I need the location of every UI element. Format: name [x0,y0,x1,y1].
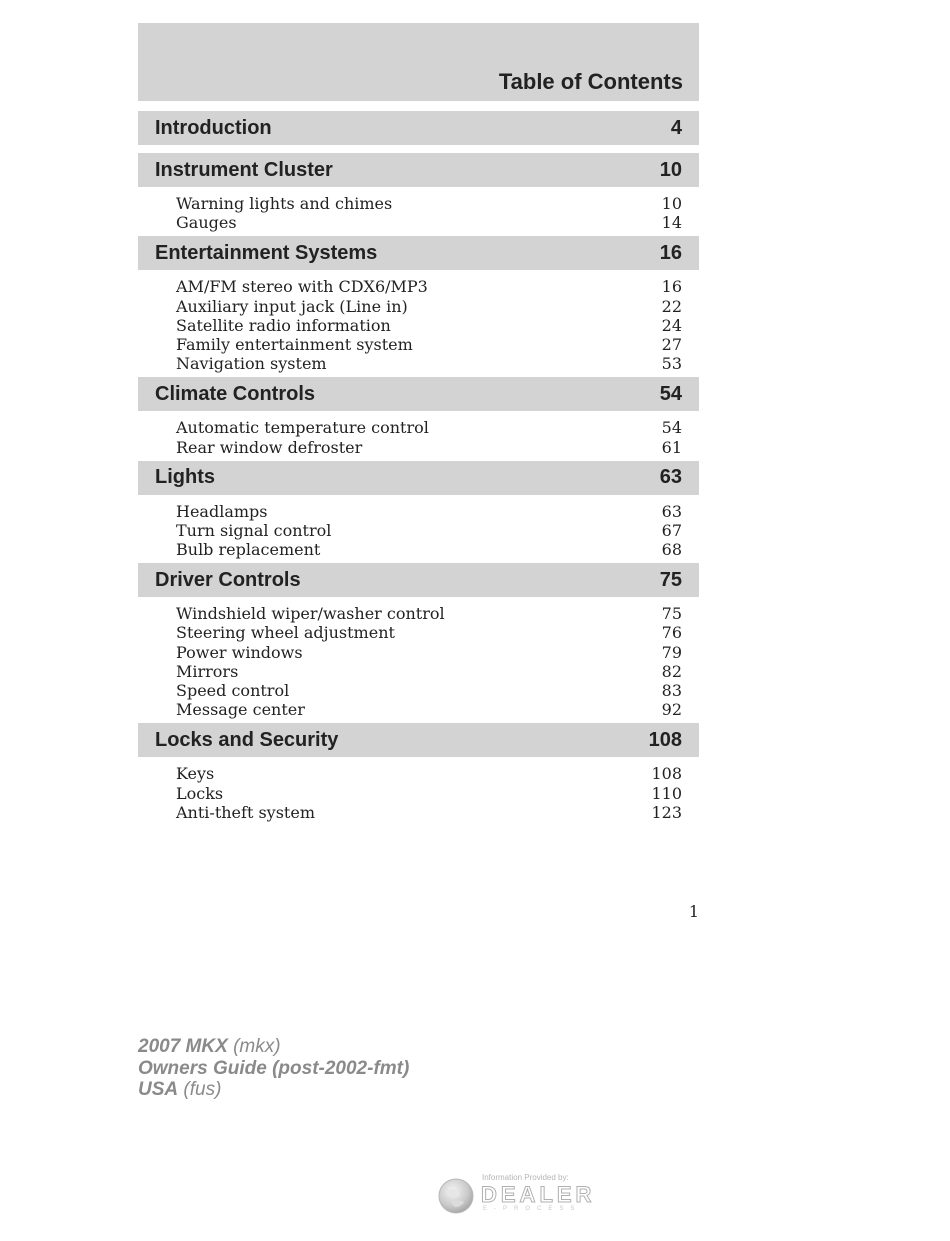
toc-entry[interactable] [138,213,699,232]
toc-title-bar [138,23,699,101]
entry-label: AM/FM stereo with CDX6/MP3 [176,277,428,297]
toc-section-driver-controls [138,563,699,719]
footer-guide: Owners Guide (post-2002-fmt) [138,1057,410,1079]
toc-entry[interactable] [138,354,699,373]
entry-page: 108 [651,764,682,784]
entry-label: Bulb replacement [176,540,321,560]
entry-page: 14 [661,213,682,233]
entry-label: Speed control [176,681,290,700]
entry-page: 92 [661,700,682,720]
toc-section-locks-and-security [138,723,699,822]
toc-entry[interactable] [138,764,699,783]
entry-page: 83 [661,681,682,700]
entry-label: Windshield wiper/washer control [176,604,445,624]
section-page: 10 [659,158,682,181]
entry-label: Auxiliary input jack (Line in) [176,296,408,316]
toc-entry[interactable] [138,784,699,803]
entry-label: Locks [176,783,224,803]
entry-label: Power windows [176,642,303,662]
entry-label: Steering wheel adjustment [176,623,395,643]
section-heading[interactable] [138,153,699,187]
entry-page: 68 [661,540,682,560]
section-page: 108 [648,728,682,751]
entry-page: 27 [661,334,682,354]
toc-entry[interactable] [138,438,699,457]
section-heading[interactable] [138,461,699,495]
entry-label: Rear window defroster [176,437,363,457]
section-title: Driver Controls [155,568,301,591]
section-title: Introduction [155,116,272,139]
toc-entry[interactable] [138,316,699,335]
footer-line-market [138,1079,409,1101]
section-page: 4 [670,116,682,139]
entry-page: 76 [661,623,682,643]
entry-page: 24 [661,315,682,335]
entry-label: Family entertainment system [176,334,413,354]
entry-page: 82 [661,661,682,681]
entry-page: 53 [661,354,682,374]
entry-page: 123 [651,802,682,822]
entry-label: Gauges [176,213,237,233]
entry-page: 110 [651,783,682,803]
toc-entry[interactable] [138,297,699,316]
entry-page: 63 [661,501,682,521]
footer-market-code: (fus) [183,1079,222,1100]
entry-label: Warning lights and chimes [176,194,393,213]
toc-section-climate-controls [138,377,699,456]
section-heading[interactable] [138,563,699,597]
entry-label: Message center [176,700,305,720]
toc-section-instrument-cluster [138,153,699,232]
toc-entry[interactable] [138,623,699,642]
section-title: Climate Controls [155,382,316,405]
entry-page: 67 [661,520,682,540]
entry-page: 22 [661,296,682,316]
entry-label: Mirrors [176,661,239,681]
toc-section-entertainment-systems [138,236,699,373]
entry-label: Keys [176,764,215,784]
toc-entry[interactable] [138,643,699,662]
section-heading[interactable] [138,723,699,757]
dealer-logo [437,1173,617,1221]
entry-page: 16 [661,277,682,297]
footer-line-model [138,1036,409,1058]
document-footer [138,1036,409,1101]
section-heading[interactable] [138,236,699,270]
entry-label: Anti-theft system [176,802,315,822]
section-heading[interactable] [138,111,699,145]
toc-entry[interactable] [138,700,699,719]
section-title: Lights [155,466,215,489]
section-page: 54 [659,382,682,405]
toc-entry[interactable] [138,502,699,521]
toc-entry[interactable] [138,418,699,437]
footer-market: USA [138,1079,179,1100]
toc-entry[interactable] [138,540,699,559]
toc-entry[interactable] [138,335,699,354]
toc-entry[interactable] [138,277,699,296]
section-page: 63 [659,466,682,489]
toc-entry[interactable] [138,662,699,681]
section-title: Instrument Cluster [155,158,333,181]
provided-by-text: Information Provided by: [482,1173,569,1182]
entry-page: 54 [661,418,682,438]
brand-name: DEALER [481,1182,596,1207]
section-page: 75 [659,568,682,591]
entry-page: 10 [661,194,682,213]
entry-label: Automatic temperature control [176,418,429,438]
toc-entry[interactable] [138,803,699,822]
entry-label: Satellite radio information [176,315,391,335]
toc-entry[interactable] [138,681,699,700]
entry-label: Headlamps [176,501,268,521]
toc-section-lights [138,461,699,560]
brand-subtitle: E-PROCESS [483,1206,582,1212]
toc-entry[interactable] [138,194,699,213]
entry-page: 61 [661,437,682,457]
entry-label: Turn signal control [176,520,332,540]
page-number: 1 [688,902,699,921]
entry-page: 75 [661,604,682,624]
footer-line-guide [138,1058,409,1080]
toc-entry[interactable] [138,604,699,623]
footer-model-code: (mkx) [233,1036,281,1057]
footer-model: 2007 MKX [138,1036,228,1057]
section-title: Locks and Security [155,728,339,751]
globe-icon [437,1177,475,1215]
toc-entry[interactable] [138,521,699,540]
entry-page: 79 [661,642,682,662]
section-page: 16 [659,241,682,264]
table-of-contents [138,23,699,822]
toc-section-introduction [138,111,699,145]
toc-title: Table of Contents [498,69,683,94]
entry-label: Navigation system [176,354,327,374]
section-title: Entertainment Systems [155,241,378,264]
section-heading[interactable] [138,377,699,411]
